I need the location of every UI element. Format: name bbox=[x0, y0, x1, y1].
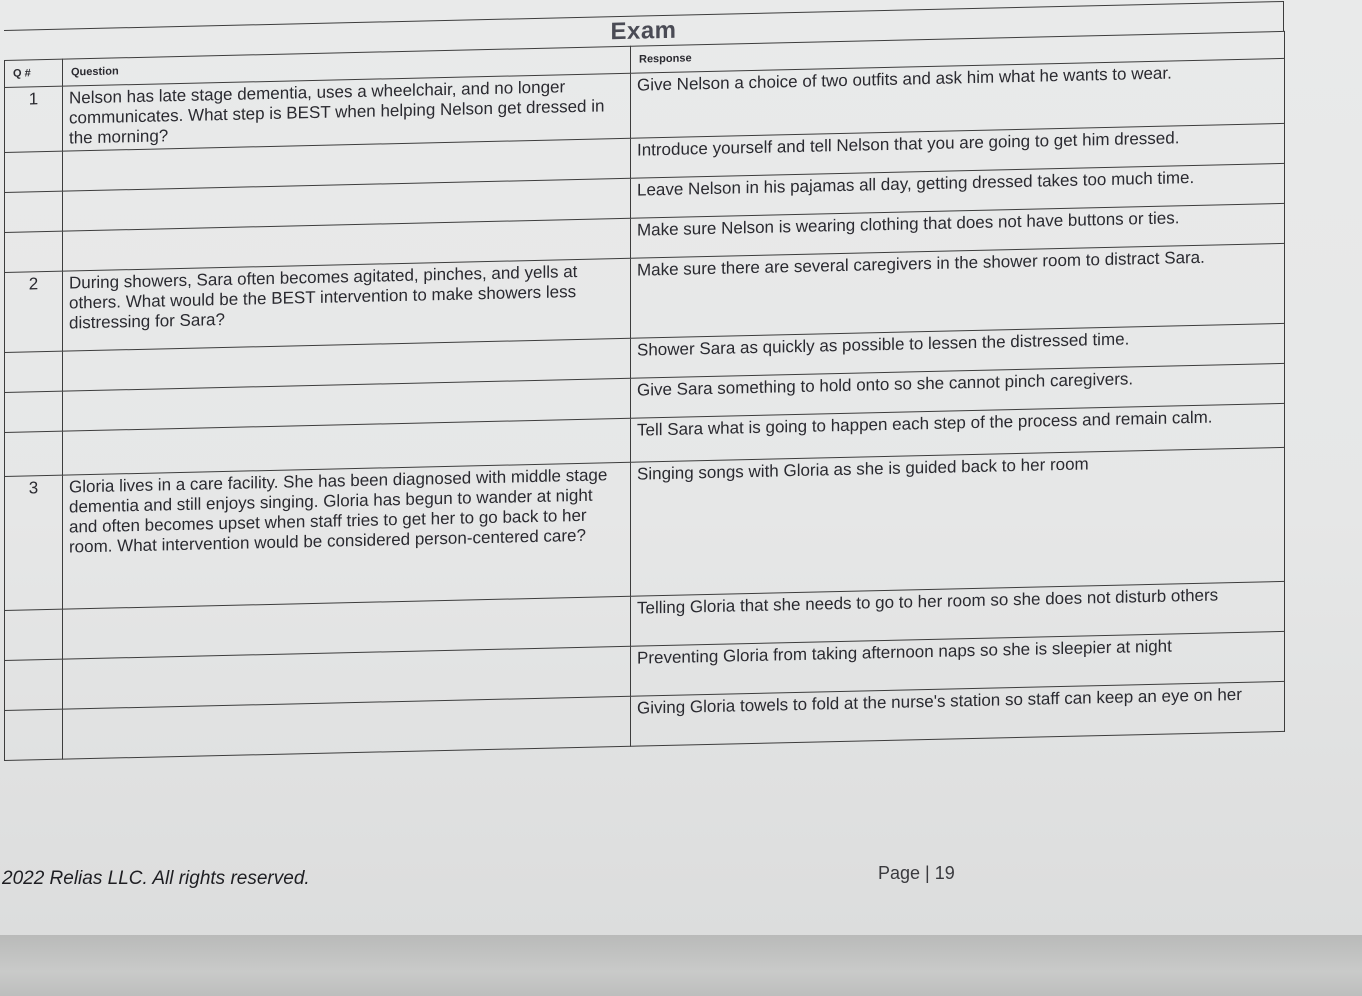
question-text: During showers, Sara often becomes agitated, pinches, and yells at others. What would be the BEST intervention to make showers less distressing for Sara? bbox=[63, 258, 631, 351]
response-option: Telling Gloria that she needs to go to her room so she does not disturb others bbox=[631, 581, 1285, 646]
question-text: Gloria lives in a care facility. She has been diagnosed with middle stage dementia and still enjoys singing. Gloria has begun to wander at night and often becomes upset when staff tries to get her to go back to her room. What intervention would be considered person-centered care? bbox=[63, 462, 631, 609]
header-response: Response bbox=[631, 31, 1285, 73]
response-option: Shower Sara as quickly as possible to lessen the distressed time. bbox=[631, 323, 1285, 378]
response-option: Give Nelson a choice of two outfits and ask him what he wants to wear. bbox=[631, 58, 1285, 138]
response-option: Leave Nelson in his pajamas all day, getting dressed takes too much time. bbox=[631, 163, 1285, 218]
question-number bbox=[5, 609, 63, 660]
response-option: Tell Sara what is going to happen each step of the process and remain calm. bbox=[631, 403, 1285, 462]
question-number bbox=[5, 191, 63, 232]
question-number bbox=[5, 709, 63, 760]
response-option: Preventing Gloria from taking afternoon naps so she is sleepier at night bbox=[631, 631, 1285, 696]
desk-surface bbox=[0, 935, 1362, 996]
question-text: Nelson has late stage dementia, uses a wheelchair, and no longer communicates. What step is BEST when helping Nelson get dressed in the morning? bbox=[63, 73, 631, 151]
question-number bbox=[5, 151, 63, 192]
question-number bbox=[5, 231, 63, 272]
exam-title: Exam bbox=[4, 1, 1284, 60]
response-option: Singing songs with Gloria as she is guided back to her room bbox=[631, 447, 1285, 596]
copyright-footer: 2022 Relias LLC. All rights reserved. bbox=[2, 868, 310, 889]
header-question: Question bbox=[63, 46, 631, 86]
response-option: Introduce yourself and tell Nelson that you are going to get him dressed. bbox=[631, 123, 1285, 178]
response-option: Give Sara something to hold onto so she cannot pinch caregivers. bbox=[631, 363, 1285, 418]
header-num: Q # bbox=[5, 59, 63, 87]
question-number bbox=[5, 431, 63, 476]
page-number: Page | 19 bbox=[878, 863, 955, 883]
response-option: Make sure there are several caregivers in the shower room to distract Sara. bbox=[631, 243, 1285, 338]
question-number: 2 bbox=[5, 271, 63, 352]
exam-table bbox=[4, 31, 1285, 761]
response-option: Make sure Nelson is wearing clothing that does not have buttons or ties. bbox=[631, 203, 1285, 258]
exam-table-container bbox=[4, 0, 1326, 761]
question-number bbox=[5, 391, 63, 432]
question-number bbox=[5, 659, 63, 710]
question-number bbox=[5, 351, 63, 392]
question-number: 3 bbox=[5, 475, 63, 610]
question-number: 1 bbox=[5, 86, 63, 152]
response-option: Giving Gloria towels to fold at the nurse's station so staff can keep an eye on her bbox=[631, 681, 1285, 746]
